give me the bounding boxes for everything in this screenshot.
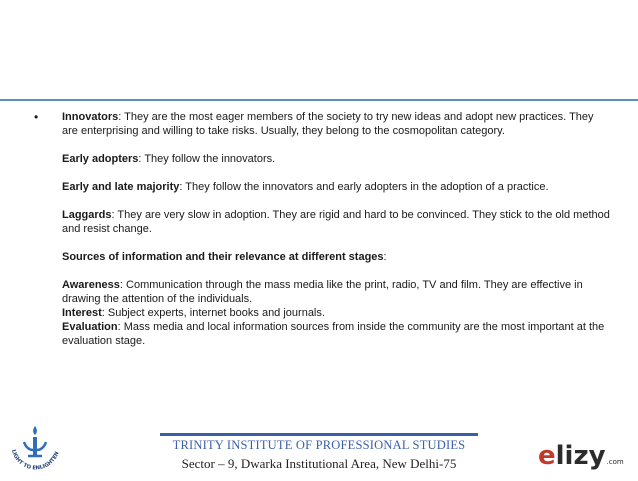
- elizy-logo-rest: lizy: [555, 441, 606, 471]
- evaluation-paragraph: [62, 320, 610, 348]
- sources-text: :: [383, 251, 387, 263]
- elizy-logo: [538, 442, 634, 472]
- interest-paragraph: [62, 306, 610, 320]
- early-adopters-term: Early adopters: [62, 153, 139, 165]
- logo-motto: LIGHT TO ENLIGHTEN: [9, 448, 61, 472]
- laggards-term: Laggards: [62, 209, 112, 221]
- sources-term: Sources of information and their relevance at different stages: [62, 251, 384, 263]
- early-adopters-paragraph: [62, 152, 610, 166]
- footer-divider: [160, 433, 478, 436]
- innovators-term: Innovators: [62, 111, 119, 123]
- interest-term: Interest: [62, 307, 102, 319]
- header-divider: [0, 99, 638, 101]
- innovators-paragraph: [62, 110, 610, 138]
- interest-text: : Subject experts, internet books and journals.: [101, 307, 325, 319]
- institute-name: TRINITY INSTITUTE OF PROFESSIONAL STUDIES: [172, 438, 466, 452]
- majority-paragraph: [62, 180, 610, 194]
- sources-heading: [62, 250, 610, 264]
- majority-text: : They follow the innovators and early adopters in the adoption of a practice.: [179, 181, 549, 193]
- laggards-paragraph: [62, 208, 610, 236]
- candle-logo-icon: [6, 420, 64, 476]
- slide-content: [34, 110, 610, 348]
- awareness-paragraph: [62, 278, 610, 306]
- institute-logo: [6, 420, 64, 476]
- awareness-term: Awareness: [62, 279, 120, 291]
- early-adopters-text: : They follow the innovators.: [138, 153, 276, 165]
- laggards-text: : They are very slow in adoption. They are rigid and hard to be convinced. They stick to the old method and resist change.: [62, 209, 610, 235]
- majority-term: Early and late majority: [62, 181, 180, 193]
- evaluation-text: : Mass media and local information sources from inside the community are the most important at the evaluation stage.: [62, 321, 605, 347]
- evaluation-term: Evaluation: [62, 321, 118, 333]
- bullet-dot: •: [34, 110, 39, 124]
- innovators-text: : They are the most eager members of the society to try new ideas and adopt new practices. They are enterprising and willing to take risks. Usually, they belong to the cosmopolitan category.: [62, 111, 594, 137]
- elizy-logo-e: e: [538, 441, 556, 471]
- awareness-text: : Communication through the mass media like the print, radio, TV and film. They are effective in drawing the attention of the individuals.: [62, 279, 583, 305]
- institute-address: Sector – 9, Dwarka Institutional Area, New Delhi-75: [181, 456, 457, 471]
- elizy-logo-suffix: .com: [606, 458, 624, 466]
